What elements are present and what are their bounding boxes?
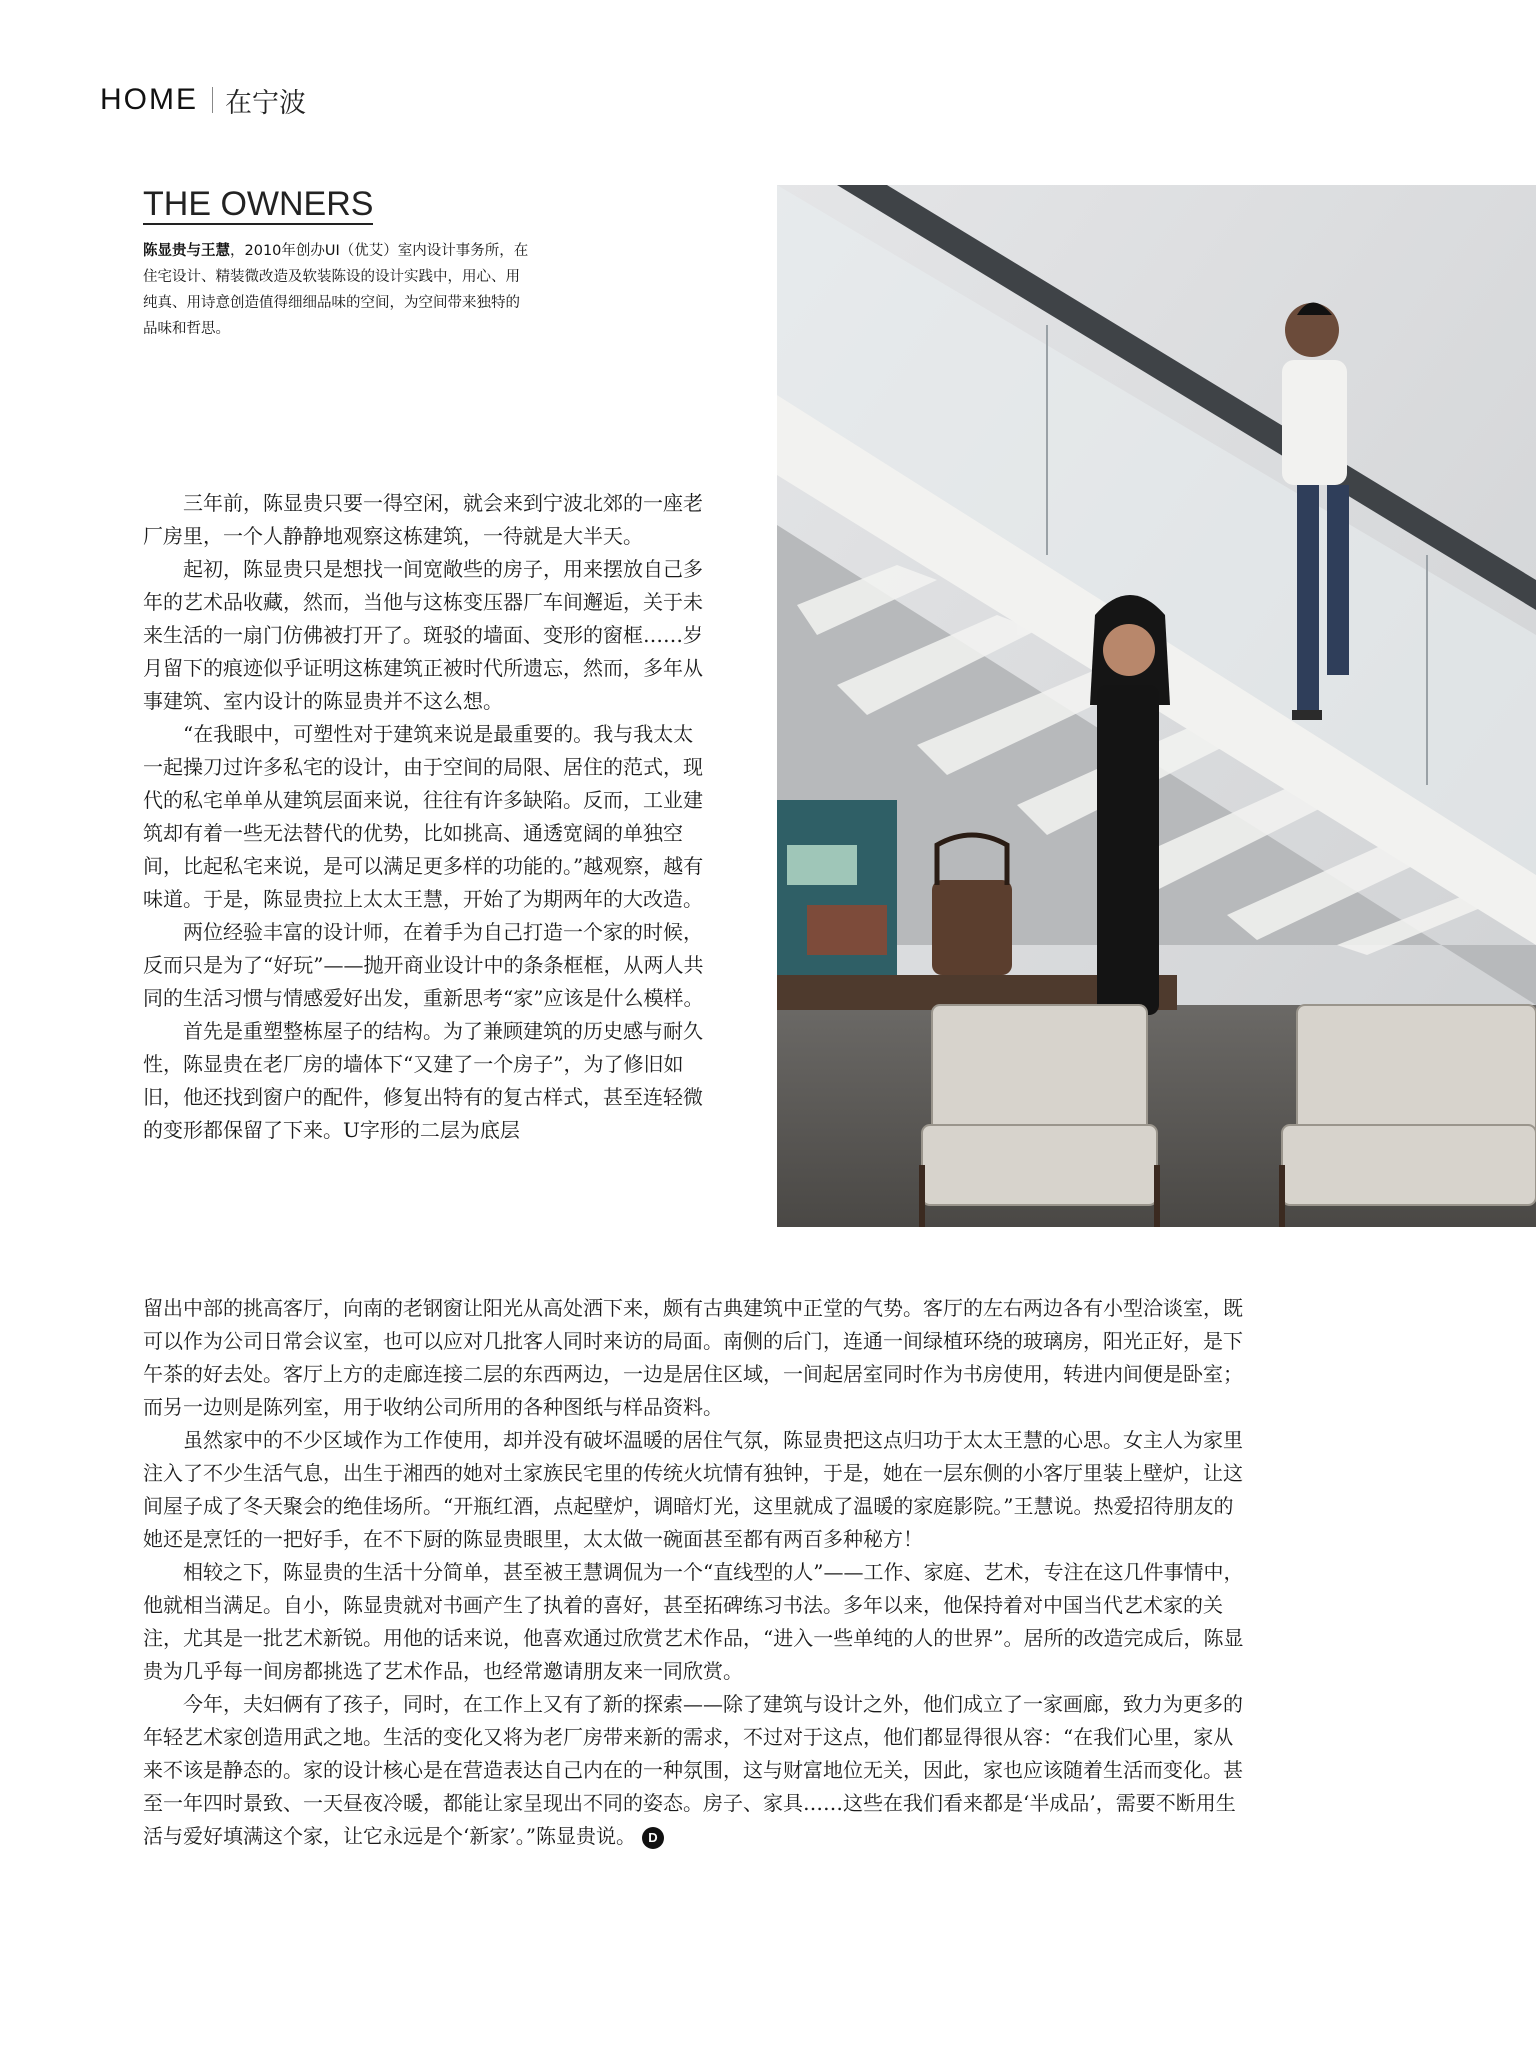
subsection-label: 在宁波 <box>225 87 306 119</box>
article-paragraph: 首先是重塑整栋屋子的结构。为了兼顾建筑的历史感与耐久性，陈显贵在老厂房的墙体下“又建了一个房子”，为了修旧如旧，他还找到窗户的配件，修复出特有的复古样式，甚至连轻微的变形都保留了下来。U字形的二层为底层 <box>143 1019 703 1142</box>
article-wide-column <box>143 1292 1253 1853</box>
article-final-paragraph <box>143 1688 1253 1853</box>
end-mark-icon: D <box>642 1827 664 1849</box>
article-paragraph: “在我眼中，可塑性对于建筑来说是最重要的。我与我太太一起操刀过许多私宅的设计，由于空间的局限、居住的范式，现代的私宅单单从建筑层面来说，往往有许多缺陷。反而，工业建筑却有着一些无法替代的优势，比如挑高、通透宽阔的单独空间，比起私宅来说，是可以满足更多样的功能的。”越观察，越有味道。于是，陈显贵拉上太太王慧，开始了为期两年的大改造。 <box>143 722 704 911</box>
owners-description <box>143 238 533 342</box>
section-label: HOME <box>100 83 198 116</box>
owners-title: THE OWNERS <box>143 185 374 223</box>
article-paragraph-continued: 留出中部的挑高客厅，向南的老钢窗让阳光从高处洒下来，颇有古典建筑中正堂的气势。客厅的左右两边各有小型洽谈室，既可以作为公司日常会议室，也可以应对几批客人同时来访的局面。南侧的后门，连通一间绿植环绕的玻璃房，阳光正好，是下午茶的好去处。客厅上方的走廊连接二层的东西两边，一边是居住区域，一间起居室同时作为书房使用，转进内间便是卧室；而另一边则是陈列室，用于收纳公司所用的各种图纸与样品资料。 <box>143 1296 1243 1419</box>
article-paragraph: 虽然家中的不少区域作为工作使用，却并没有破坏温暖的居住气氛，陈显贵把这点归功于太太王慧的心思。女主人为家里注入了不少生活气息，出生于湘西的她对土家族民宅里的传统火坑情有独钟，于是，她在一层东侧的小客厅里装上壁炉，让这间屋子成了冬天聚会的绝佳场所。“开瓶红酒，点起壁炉，调暗灯光，这里就成了温暖的家庭影院。”王慧说。热爱招待朋友的她还是烹饪的一把好手，在不下厨的陈显贵眼里，太太做一碗面甚至都有两百多种秘方！ <box>143 1428 1243 1551</box>
final-paragraph-text: 今年，夫妇俩有了孩子，同时，在工作上又有了新的探索——除了建筑与设计之外，他们成立了一家画廊，致力为更多的年轻艺术家创造用武之地。生活的变化又将为老厂房带来新的需求，不过对于这点，他们都显得很从容：“在我们心里，家从来不该是静态的。家的设计核心是在营造表达自己内在的一种氛围，这与财富地位无关，因此，家也应该随着生活而变化。甚至一年四时景致、一天昼夜冷暖，都能让家呈现出不同的姿态。房子、家具……这些在我们看来都是‘半成品’，需要不断用生活与爱好填满这个家，让它永远是个‘新家’。”陈显贵说。 <box>143 1692 1243 1848</box>
header-divider <box>212 87 213 113</box>
owners-names: 陈显贵与王慧 <box>143 243 230 259</box>
article-paragraph: 起初，陈显贵只是想找一间宽敞些的房子，用来摆放自己多年的艺术品收藏，然而，当他与这栋变压器厂车间邂逅，关于未来生活的一扇门仿佛被打开了。斑驳的墙面、变形的窗框……岁月留下的痕迹似乎证明这栋建筑正被时代所遗忘，然而，多年从事建筑、室内设计的陈显贵并不这么想。 <box>143 557 703 713</box>
page-header <box>100 80 306 120</box>
article-narrow-column <box>143 487 713 1147</box>
article-paragraph: 两位经验丰富的设计师，在着手为自己打造一个家的时候，反而只是为了“好玩”——抛开商业设计中的条条框框，从两人共同的生活习惯与情感爱好出发，重新思考“家”应该是什么模样。 <box>143 920 704 1010</box>
owners-bio: ，2010年创办UI（优艾）室内设计事务所，在住宅设计、精装微改造及软装陈设的设计实践中，用心、用纯真、用诗意创造值得细细品味的空间，为空间带来独特的品味和哲思。 <box>143 243 529 337</box>
article-paragraph: 三年前，陈显贵只要一得空闲，就会来到宁波北郊的一座老厂房里，一个人静静地观察这栋建筑，一待就是大半天。 <box>143 491 703 548</box>
owners-photo <box>777 185 1536 1227</box>
article-paragraph: 相较之下，陈显贵的生活十分简单，甚至被王慧调侃为一个“直线型的人”——工作、家庭、艺术，专注在这几件事情中，他就相当满足。自小，陈显贵就对书画产生了执着的喜好，甚至拓碑练习书法。多年以来，他保持着对中国当代艺术家的关注，尤其是一批艺术新锐。用他的话来说，他喜欢通过欣赏艺术作品，“进入一些单纯的人的世界”。居所的改造完成后，陈显贵为几乎每一间房都挑选了艺术作品，也经常邀请朋友来一同欣赏。 <box>143 1560 1244 1683</box>
